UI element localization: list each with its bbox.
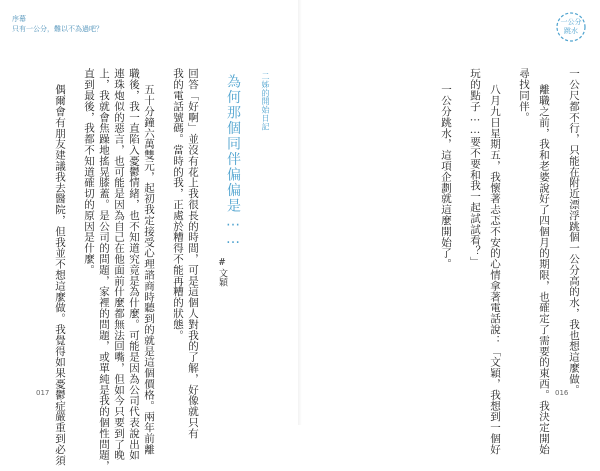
page-gutter: [298, 0, 302, 425]
running-header: [12, 14, 103, 34]
chapter-heading: 為何那個同伴偏偏是……: [225, 74, 241, 249]
author-tag: #文穎: [217, 258, 227, 288]
left-column-7: 直到最後，我都不知道確切的原因是什麼。: [83, 68, 95, 276]
svg-text:跳水: 跳水: [564, 27, 578, 35]
svg-text:一公分: 一公分: [560, 18, 582, 26]
right-column-4: 八月九日星期五，我懷著忐忑不安的心情拿著電話說：「文穎，我想到一個好: [489, 84, 501, 455]
left-column-5: 連珠炮似的惡言，也可能是因為自己在他面前什麼都無法回嘴，但如今只要到了晚: [113, 68, 125, 461]
left-column-3: 五十分鐘六萬雙元，起初我定接受心理諮商時聽到的就是這個價格。兩年前離: [143, 84, 155, 455]
left-column-8: 偶爾會有朋友建議我去醫院，但我並不想這麼做。我覺得如果憂鬱症嚴重到必須: [54, 84, 66, 466]
right-column-2: 離職之前，我和老婆說好了四個月的期限，也確定了需要的東西。我決定開始: [538, 84, 550, 455]
right-page-number: 016: [555, 389, 569, 397]
logo-stamp-icon: [554, 10, 588, 44]
left-page-number: 017: [36, 389, 50, 397]
book-title: 序幕: [12, 15, 26, 23]
left-column-2: 回答「好啊」並沒有花上我很長的時間，可是這個人對我的了解，好像就只有: [187, 68, 199, 439]
left-column-1: 我的電話號碼。當時的我，正處於糟得不能再糟的狀態。: [172, 68, 184, 341]
chapter-title: 只有一公分，難以不為過吧？: [12, 25, 103, 33]
right-column-5: 玩的點子……要不要和我一起試試看？」: [469, 68, 481, 268]
right-column-3: 尋找同伴。: [518, 68, 530, 123]
right-column-1: 一公尺都不行，只能在附近漂浮跳個一公分高的水，我也想這麼做。: [568, 68, 580, 395]
left-column-6: 上，我就會焦躁地搖晃膝蓋。是公司的問題，家裡的問題，或單純是我的個性問題，: [98, 68, 110, 471]
left-column-4: 職後，我一直陷入憂鬱情緒，也不知道究竟是為什麼。可能是因為公司代表說出如: [128, 68, 140, 461]
chapter-subtitle: 二姊的開始日記: [261, 72, 270, 131]
right-column-6: 一公分跳水，這項企劃就這麼開始了。: [440, 84, 452, 270]
